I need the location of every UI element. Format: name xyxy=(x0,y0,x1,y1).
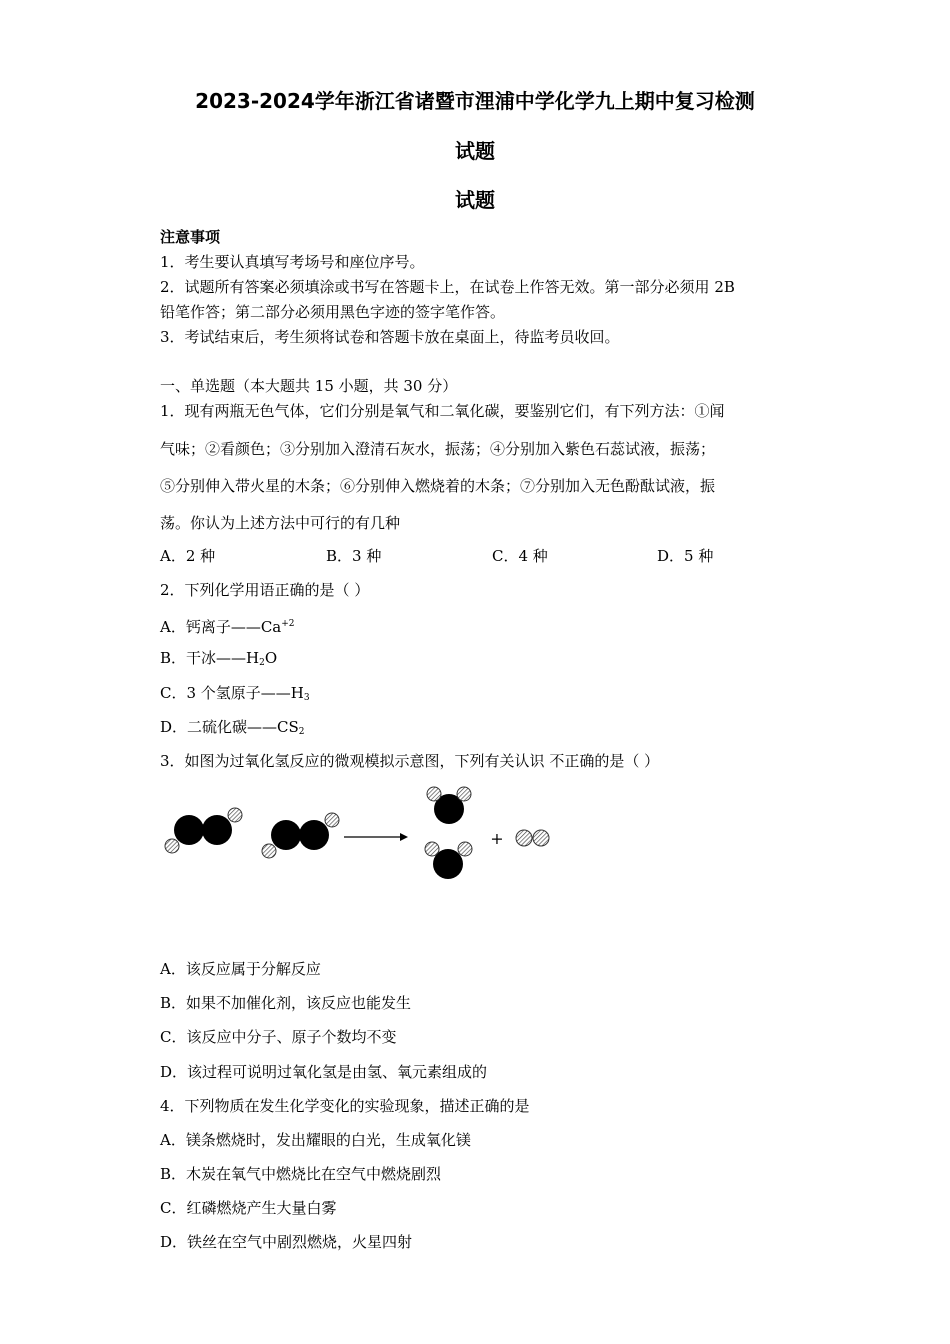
q2-option-b-tail: O xyxy=(264,649,278,667)
notice-item-2-continued: 铅笔作答；第二部分必须用黑色字迹的签字笔作答。 xyxy=(160,303,506,321)
q4-stem: 4．下列物质在发生化学变化的实验现象，描述正确的是 xyxy=(160,1097,530,1115)
q1-stem-line1: 1．现有两瓶无色气体，它们分别是氧气和二氧化碳，要鉴别它们，有下列方法：①闻 xyxy=(160,402,725,420)
q2-option-c-subscript: 3 xyxy=(303,693,310,703)
q3-option-a: A．该反应属于分解反应 xyxy=(160,960,321,978)
q3-option-c: C．该反应中分子、原子个数均不变 xyxy=(160,1028,397,1046)
page-title-continuation: 试题 xyxy=(455,139,495,163)
reaction-arrow-icon xyxy=(344,833,408,841)
q1-stem-line4: 荡。你认为上述方法中可行的有几种 xyxy=(160,514,401,532)
q4-option-a: A．镁条燃烧时，发出耀眼的白光，生成氧化镁 xyxy=(160,1131,471,1149)
q2-option-d-subscript: 2 xyxy=(298,727,305,737)
page-subtitle: 试题 xyxy=(455,188,495,212)
q2-option-a-text: A．钙离子——Ca xyxy=(160,618,282,636)
water-molecule-2 xyxy=(425,842,472,879)
page-title: 2023-2024学年浙江省诸暨市浬浦中学化学九上期中复习检测 xyxy=(195,89,755,113)
q2-option-b-text: B．干冰——H xyxy=(160,649,260,667)
notice-heading: 注意事项 xyxy=(160,228,221,246)
q4-option-d: D．铁丝在空气中剧烈燃烧，火星四射 xyxy=(160,1233,413,1251)
q4-option-b: B．木炭在氧气中燃烧比在空气中燃烧剧烈 xyxy=(160,1165,442,1183)
oxygen-molecule xyxy=(516,830,549,846)
q1-stem-line3: ⑤分别伸入带火星的木条；⑥分别伸入燃烧着的木条；⑦分别加入无色酚酞试液，振 xyxy=(160,477,716,495)
h2o2-molecule-1 xyxy=(165,808,242,853)
q3-option-b: B．如果不加催化剂，该反应也能发生 xyxy=(160,994,412,1012)
q1-option-c: C．4 种 xyxy=(492,547,548,565)
notice-item-3: 3．考试结束后，考生须将试卷和答题卡放在桌面上，待监考员收回。 xyxy=(160,328,620,346)
q2-option-b-subscript: 2 xyxy=(259,658,265,668)
q4-option-c: C．红磷燃烧产生大量白雾 xyxy=(160,1199,337,1217)
q2-stem: 2．下列化学用语正确的是（ ） xyxy=(160,581,370,599)
h2o2-molecule-2 xyxy=(262,813,339,858)
q2-option-d-text: D．二硫化碳——CS xyxy=(160,718,299,736)
q1-option-b: B．3 种 xyxy=(326,547,382,565)
water-molecule-1 xyxy=(427,787,471,824)
q1-option-a: A．2 种 xyxy=(160,547,216,565)
notice-item-2: 2．试题所有答案必须填涂或书写在答题卡上，在试卷上作答无效。第一部分必须用 2B xyxy=(160,278,735,296)
q3-stem: 3．如图为过氧化氢反应的微观模拟示意图，下列有关认识 不正确的是（ ） xyxy=(160,752,660,770)
section-heading: 一、单选题（本大题共 15 小题，共 30 分） xyxy=(160,377,458,395)
plus-sign: + xyxy=(490,829,504,848)
q1-stem-line2: 气味；②看颜色；③分别加入澄清石灰水，振荡；④分别加入紫色石蕊试液，振荡； xyxy=(160,440,716,458)
q2-option-c-text: C．3 个氢原子——H xyxy=(160,684,304,702)
notice-item-1: 1．考生要认真填写考场号和座位序号。 xyxy=(160,253,425,271)
q3-option-d: D．该过程可说明过氧化氢是由氢、氧元素组成的 xyxy=(160,1063,488,1081)
q2-option-a-charge: +2 xyxy=(281,619,295,629)
q1-option-d: D．5 种 xyxy=(657,547,714,565)
